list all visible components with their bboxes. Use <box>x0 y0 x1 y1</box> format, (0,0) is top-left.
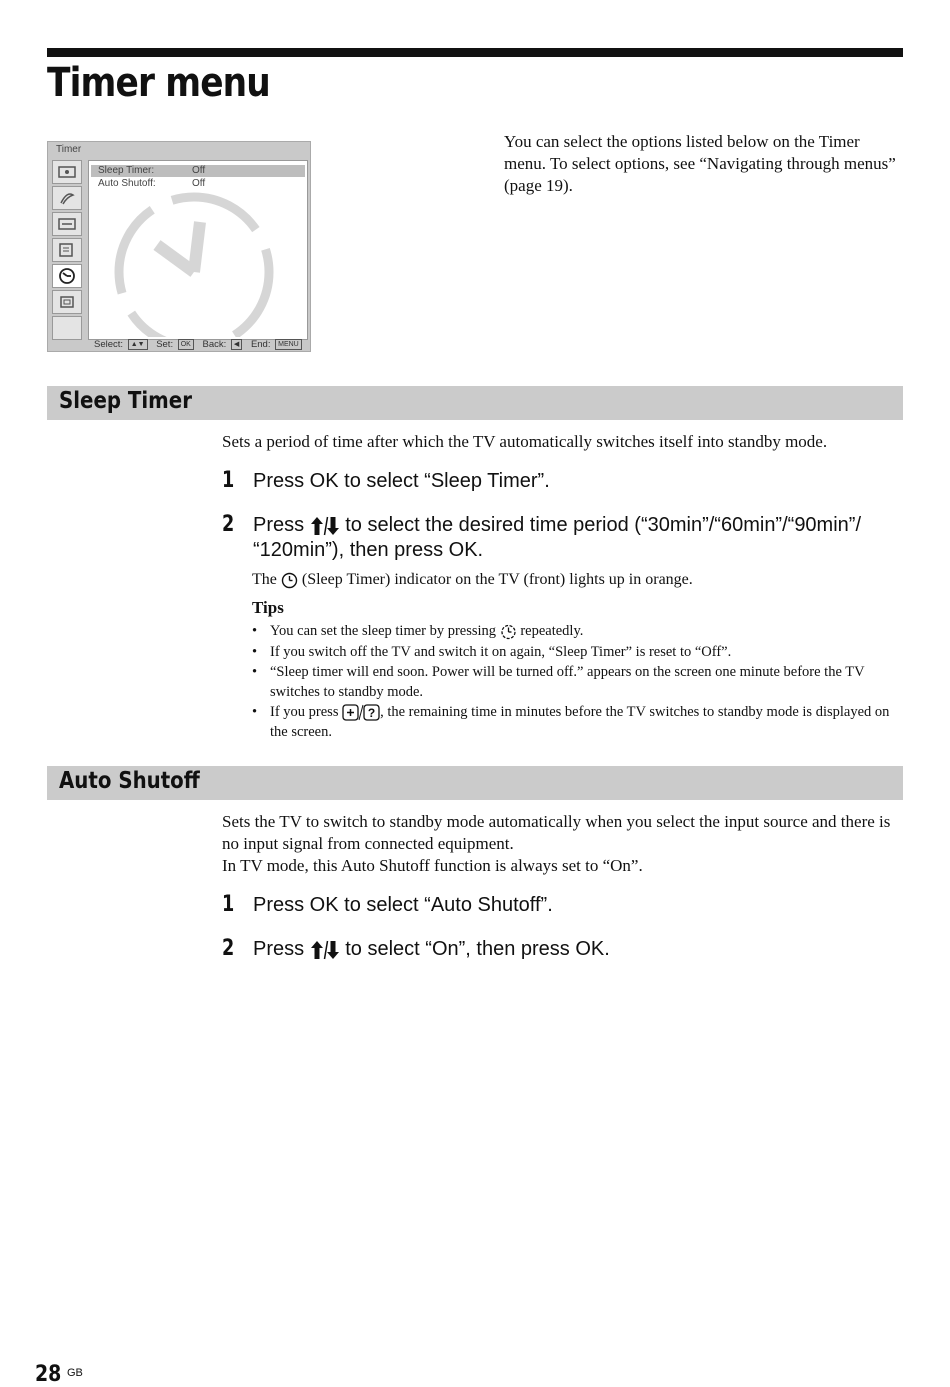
tv-menu-screenshot <box>47 141 311 352</box>
section-header-sleep-timer <box>47 386 903 420</box>
intro-paragraph: You can select the options listed below on the Timer menu. To select options, see “Navigating through menus” (page 19). <box>504 132 896 195</box>
sleep-indicator-note <box>252 570 902 590</box>
up-down-arrow-icon <box>310 514 340 536</box>
sleep-button-icon <box>500 623 517 639</box>
description-line: In TV mode, this Auto Shutoff function is always set to “On”. <box>222 856 643 875</box>
step-text-pre: Press <box>253 514 305 536</box>
up-down-arrow-icon <box>310 938 340 960</box>
section-title: Auto Shutoff <box>59 768 200 794</box>
section-header-auto-shutoff <box>47 766 903 800</box>
page-region-code: GB <box>67 1367 83 1379</box>
page-number: 28 <box>35 1362 62 1387</box>
tip-text: “Sleep timer will end soon. Power will be turned off.” appears on the screen one minute before the TV switches to standby mode. <box>270 664 865 700</box>
step-number: 2 <box>222 512 235 537</box>
info-help-button-icon <box>342 704 380 720</box>
menu-row-label: Sleep Timer: <box>98 165 155 176</box>
bullet: • <box>252 664 258 680</box>
footer-select: Select: <box>94 339 124 351</box>
step-text-post: to select “On”, then press OK. <box>345 938 610 960</box>
tip-text: You can set the sleep timer by pressing <box>270 623 497 639</box>
up-down-key-icon: ▲▼ <box>128 339 148 350</box>
sleep-timer-description: Sets a period of time after which the TV automatically switches itself into standby mode. <box>222 432 828 451</box>
note-pre: The <box>252 571 277 588</box>
top-rule <box>47 48 903 57</box>
channel-setup-icon <box>52 238 82 262</box>
footer-end: End: <box>250 339 271 351</box>
step-text <box>253 513 903 563</box>
step-number: 2 <box>222 936 235 961</box>
bullet: • <box>252 643 258 660</box>
picture-icon <box>52 160 82 184</box>
timer-icon <box>52 264 82 288</box>
tips-list <box>252 622 902 743</box>
svg-text:?: ? <box>367 706 376 721</box>
list-item <box>252 663 902 702</box>
note-post: (Sleep Timer) indicator on the TV (front) lights up in orange. <box>301 571 693 588</box>
sleep-timer-indicator-icon <box>281 571 298 588</box>
footer-set: Set: <box>156 339 174 351</box>
tip-text: , the remaining time in minutes before the TV switches to standby mode is displayed on the screen. <box>270 704 890 740</box>
step-text: Press OK to select “Sleep Timer”. <box>253 470 550 492</box>
setup-icon <box>52 290 82 314</box>
menu-key-icon: MENU <box>275 339 302 350</box>
list-item <box>252 703 902 742</box>
tv-menu-title: Timer <box>56 144 82 155</box>
clock-watermark-icon <box>112 187 282 337</box>
auto-shutoff-description <box>222 811 904 877</box>
tip-text: If you press <box>270 704 339 720</box>
footer-back: Back: <box>202 339 227 351</box>
menu-row-label: Auto Shutoff: <box>98 178 156 189</box>
tips-heading: Tips <box>252 598 284 617</box>
blank-menu-slot <box>52 316 82 340</box>
description-line: Sets the TV to switch to standby mode automatically when you select the input source and there is no input signal from connected equipment. <box>222 812 891 853</box>
left-key-icon: ◀ <box>231 339 242 350</box>
step-number: 1 <box>222 468 235 493</box>
page-title: Timer menu <box>47 60 270 106</box>
list-item <box>252 643 902 663</box>
menu-row-value: Off <box>192 165 206 176</box>
tip-text: repeatedly. <box>520 623 584 639</box>
bullet: • <box>252 623 258 639</box>
screen-icon <box>52 212 82 236</box>
tv-menu-footer <box>94 339 308 350</box>
menu-row-value: Off <box>192 178 206 189</box>
sound-icon <box>52 186 82 210</box>
section-title: Sleep Timer <box>59 388 192 414</box>
ok-key-icon: OK <box>178 339 194 350</box>
list-item <box>252 622 902 642</box>
step-text <box>253 937 903 962</box>
step-text-pre: Press <box>253 938 305 960</box>
bullet: • <box>252 704 258 720</box>
tv-menu-icon-column <box>52 160 84 342</box>
step-number: 1 <box>222 892 235 917</box>
step-text-post: to select the desired time period (“30min”/“60min”/“90min”/ “120min”), then press OK. <box>253 514 862 561</box>
tip-text: If you switch off the TV and switch it on again, “Sleep Timer” is reset to “Off”. <box>270 643 732 660</box>
step-text: Press OK to select “Auto Shutoff”. <box>253 894 553 916</box>
